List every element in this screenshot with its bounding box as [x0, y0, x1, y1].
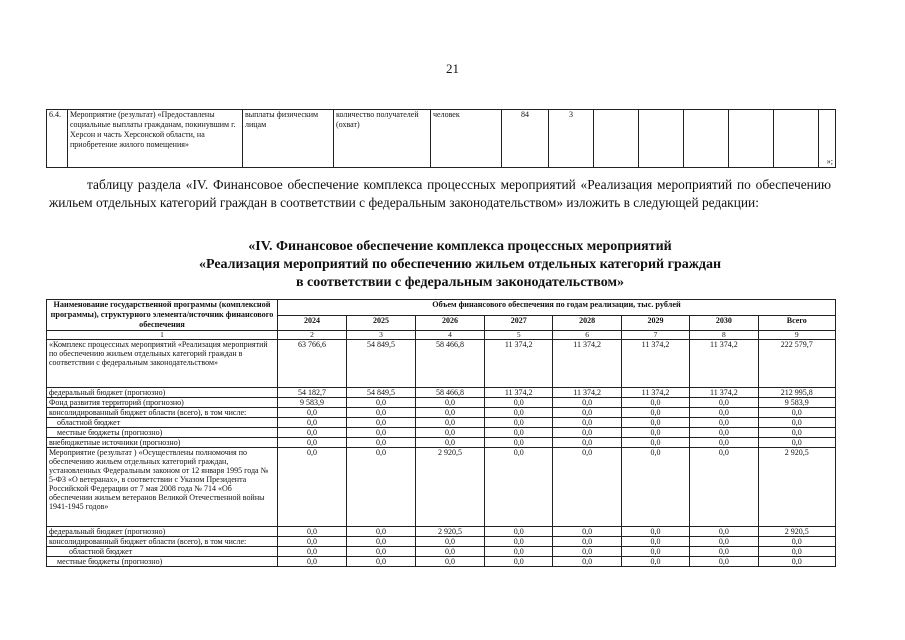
- year-value: 0,0: [621, 428, 689, 438]
- total-value: 0,0: [758, 438, 835, 448]
- closing-quote-mark: »;: [819, 110, 836, 168]
- year-value: 0,0: [278, 448, 347, 527]
- year-value: 0,0: [690, 448, 758, 527]
- table-header-row: [47, 300, 836, 316]
- measure-type: выплаты физическим лицам: [243, 110, 334, 168]
- year-header: 2030: [690, 316, 758, 331]
- year-value: 0,0: [347, 418, 416, 428]
- financing-table-body: [47, 340, 836, 567]
- year-value: 0,0: [416, 547, 485, 557]
- year-value: 0,0: [553, 557, 621, 567]
- year-value: 0,0: [690, 537, 758, 547]
- table-row: [47, 557, 836, 567]
- year-value: 0,0: [690, 398, 758, 408]
- financing-table: [46, 299, 836, 567]
- empty-cell: [729, 110, 774, 168]
- total-header: Всего: [758, 316, 835, 331]
- table-row: [47, 527, 836, 537]
- column-index: 8: [690, 331, 758, 340]
- year-value: 0,0: [690, 418, 758, 428]
- heading-line: «Реализация мероприятий по обеспечению жильем отдельных категорий граждан: [198, 257, 722, 272]
- year-value: 0,0: [621, 537, 689, 547]
- column-group-header: Объем финансового обеспечения по годам реализации, тыс. рублей: [278, 300, 836, 316]
- total-value: 212 995,8: [758, 388, 835, 398]
- total-value: 2 920,5: [758, 527, 835, 537]
- year-value: 11 374,2: [621, 340, 689, 388]
- column-header-name: Наименование государственной программы (комплексной программы), структурного элемента/источник финансового обеспечения: [47, 300, 278, 331]
- table-row: [47, 537, 836, 547]
- total-value: 2 920,5: [758, 448, 835, 527]
- total-value: 0,0: [758, 428, 835, 438]
- unit-cell: человек: [431, 110, 502, 168]
- row-name: федеральный бюджет (прогнозно): [47, 388, 278, 398]
- year-value: 0,0: [485, 418, 553, 428]
- table-row: [47, 448, 836, 527]
- total-value: 0,0: [758, 537, 835, 547]
- value-cell: 84: [502, 110, 549, 168]
- year-value: 0,0: [347, 428, 416, 438]
- row-number: 6.4.: [47, 110, 68, 168]
- year-value: 0,0: [621, 448, 689, 527]
- page-number: 21: [446, 61, 459, 76]
- table-row: [47, 388, 836, 398]
- year-value: 0,0: [485, 537, 553, 547]
- year-value: 0,0: [553, 398, 621, 408]
- year-value: 0,0: [485, 448, 553, 527]
- year-value: 0,0: [690, 438, 758, 448]
- year-value: 0,0: [485, 408, 553, 418]
- year-value: 0,0: [278, 537, 347, 547]
- row-name: внебюджетные источники (прогнозно): [47, 438, 278, 448]
- column-index: 4: [416, 331, 485, 340]
- column-index: 2: [278, 331, 347, 340]
- year-value: 0,0: [347, 408, 416, 418]
- year-value: 0,0: [621, 408, 689, 418]
- year-value: 0,0: [485, 438, 553, 448]
- year-value: 11 374,2: [485, 340, 553, 388]
- year-header: 2028: [553, 316, 621, 331]
- year-value: 0,0: [485, 527, 553, 537]
- previous-table-fragment: [46, 109, 836, 168]
- row-name: местные бюджеты (прогнозно): [47, 428, 278, 438]
- year-value: 0,0: [278, 527, 347, 537]
- table-row: [47, 408, 836, 418]
- year-value: 58 466,8: [416, 340, 485, 388]
- year-value: 0,0: [347, 448, 416, 527]
- year-value: 0,0: [416, 398, 485, 408]
- column-index: 5: [485, 331, 553, 340]
- column-index: 6: [553, 331, 621, 340]
- column-index: 1: [47, 331, 278, 340]
- total-value: 222 579,7: [758, 340, 835, 388]
- year-value: 11 374,2: [553, 340, 621, 388]
- year-value: 0,0: [416, 438, 485, 448]
- empty-cell: [684, 110, 729, 168]
- year-value: 0,0: [278, 557, 347, 567]
- year-value: 0,0: [621, 557, 689, 567]
- year-header: 2029: [621, 316, 689, 331]
- row-name: федеральный бюджет (прогнозно): [47, 527, 278, 537]
- total-value: 0,0: [758, 557, 835, 567]
- year-value: 58 466,8: [416, 388, 485, 398]
- year-value: 0,0: [416, 537, 485, 547]
- year-value: 0,0: [278, 418, 347, 428]
- year-value: 11 374,2: [485, 388, 553, 398]
- year-value: 54 182,7: [278, 388, 347, 398]
- year-value: 0,0: [485, 398, 553, 408]
- year-value: 54 849,5: [347, 388, 416, 398]
- year-value: 0,0: [416, 557, 485, 567]
- empty-cell: [774, 110, 819, 168]
- column-index: 7: [621, 331, 689, 340]
- total-value: 0,0: [758, 418, 835, 428]
- row-name: областной бюджет: [47, 418, 278, 428]
- empty-cell: [639, 110, 684, 168]
- total-value: 0,0: [758, 408, 835, 418]
- value-cell: 3: [549, 110, 594, 168]
- year-value: 0,0: [416, 408, 485, 418]
- year-value: 0,0: [347, 537, 416, 547]
- year-value: 0,0: [485, 547, 553, 557]
- year-value: 11 374,2: [621, 388, 689, 398]
- year-value: 63 766,6: [278, 340, 347, 388]
- year-value: 0,0: [278, 547, 347, 557]
- column-index: 9: [758, 331, 835, 340]
- year-value: 0,0: [553, 438, 621, 448]
- year-value: 54 849,5: [347, 340, 416, 388]
- table-row: [47, 110, 836, 168]
- year-value: 0,0: [278, 438, 347, 448]
- year-value: 0,0: [690, 527, 758, 537]
- year-value: 0,0: [278, 408, 347, 418]
- table-row: [47, 547, 836, 557]
- year-value: 0,0: [347, 398, 416, 408]
- year-value: 9 583,9: [278, 398, 347, 408]
- column-index: 3: [347, 331, 416, 340]
- year-value: 0,0: [553, 537, 621, 547]
- year-value: 0,0: [621, 418, 689, 428]
- year-header: 2027: [485, 316, 553, 331]
- table-row: [47, 418, 836, 428]
- year-value: 0,0: [347, 438, 416, 448]
- year-value: 0,0: [347, 547, 416, 557]
- row-name: «Комплекс процессных мероприятий «Реализация мероприятий по обеспечению жильем отдельных категорий граждан в соответствии с федеральным законодательством»: [47, 340, 278, 388]
- row-name: консолидированный бюджет области (всего), в том числе:: [47, 408, 278, 418]
- year-value: 0,0: [621, 527, 689, 537]
- amendment-paragraph: таблицу раздела «IV. Финансовое обеспечение комплекса процессных мероприятий «Реализация мероприятий по обеспечению жильем отдельных категорий граждан в соответствии с федеральным законодательством» изложить в следующей редакции:: [49, 177, 831, 210]
- year-header: 2025: [347, 316, 416, 331]
- row-name: областной бюджет: [47, 547, 278, 557]
- year-value: 11 374,2: [690, 388, 758, 398]
- indicator-name: количество получателей (охват): [334, 110, 431, 168]
- table-row: [47, 438, 836, 448]
- year-value: 0,0: [553, 428, 621, 438]
- year-value: 0,0: [553, 527, 621, 537]
- year-value: 0,0: [347, 527, 416, 537]
- year-header: 2024: [278, 316, 347, 331]
- measure-name: Мероприятие (результат) «Предоставлены социальные выплаты гражданам, покинувшим г. Херсон и часть Херсонской области, на приобретение жилого помещения»: [68, 110, 243, 168]
- year-value: 0,0: [278, 428, 347, 438]
- year-value: 0,0: [485, 428, 553, 438]
- row-name: консолидированный бюджет области (всего), в том числе:: [47, 537, 278, 547]
- year-value: 0,0: [553, 408, 621, 418]
- year-value: 0,0: [416, 428, 485, 438]
- year-value: 0,0: [621, 438, 689, 448]
- row-name: Мероприятие (результат ) «Осуществлены полномочия по обеспечению жильем отдельных категорий граждан, установленных Федеральным законом от 12 января 1995 года № 5-ФЗ «О ветеранах», в соответствии с Указом Президента Российской Федерации от 7 мая 2008 года № 714 «Об обеспечении жильем ветеранов Великой Отечественной войны 1941-1945 годов»: [47, 448, 278, 527]
- column-index-row: [47, 331, 836, 340]
- year-value: 0,0: [621, 547, 689, 557]
- year-value: 0,0: [553, 448, 621, 527]
- year-value: 11 374,2: [690, 340, 758, 388]
- row-name: Фонд развития территорий (прогнозно): [47, 398, 278, 408]
- table-row: [47, 428, 836, 438]
- table-row: [47, 340, 836, 388]
- year-value: 0,0: [690, 547, 758, 557]
- section-heading: [40, 238, 880, 292]
- total-value: 0,0: [758, 547, 835, 557]
- year-value: 0,0: [553, 547, 621, 557]
- year-value: 11 374,2: [553, 388, 621, 398]
- year-value: 0,0: [621, 398, 689, 408]
- year-value: 0,0: [690, 408, 758, 418]
- year-value: 0,0: [690, 428, 758, 438]
- year-value: 0,0: [485, 557, 553, 567]
- year-value: 2 920,5: [416, 527, 485, 537]
- year-value: 0,0: [347, 557, 416, 567]
- year-value: 0,0: [553, 418, 621, 428]
- heading-line: «IV. Финансовое обеспечение комплекса процессных мероприятий: [248, 239, 672, 254]
- year-value: 0,0: [416, 418, 485, 428]
- empty-cell: [594, 110, 639, 168]
- total-value: 9 583,9: [758, 398, 835, 408]
- heading-line: в соответствии с федеральным законодательством»: [295, 275, 625, 290]
- year-header: 2026: [416, 316, 485, 331]
- year-value: 0,0: [690, 557, 758, 567]
- row-name: местные бюджеты (прогнозно): [47, 557, 278, 567]
- table-row: [47, 398, 836, 408]
- year-value: 2 920,5: [416, 448, 485, 527]
